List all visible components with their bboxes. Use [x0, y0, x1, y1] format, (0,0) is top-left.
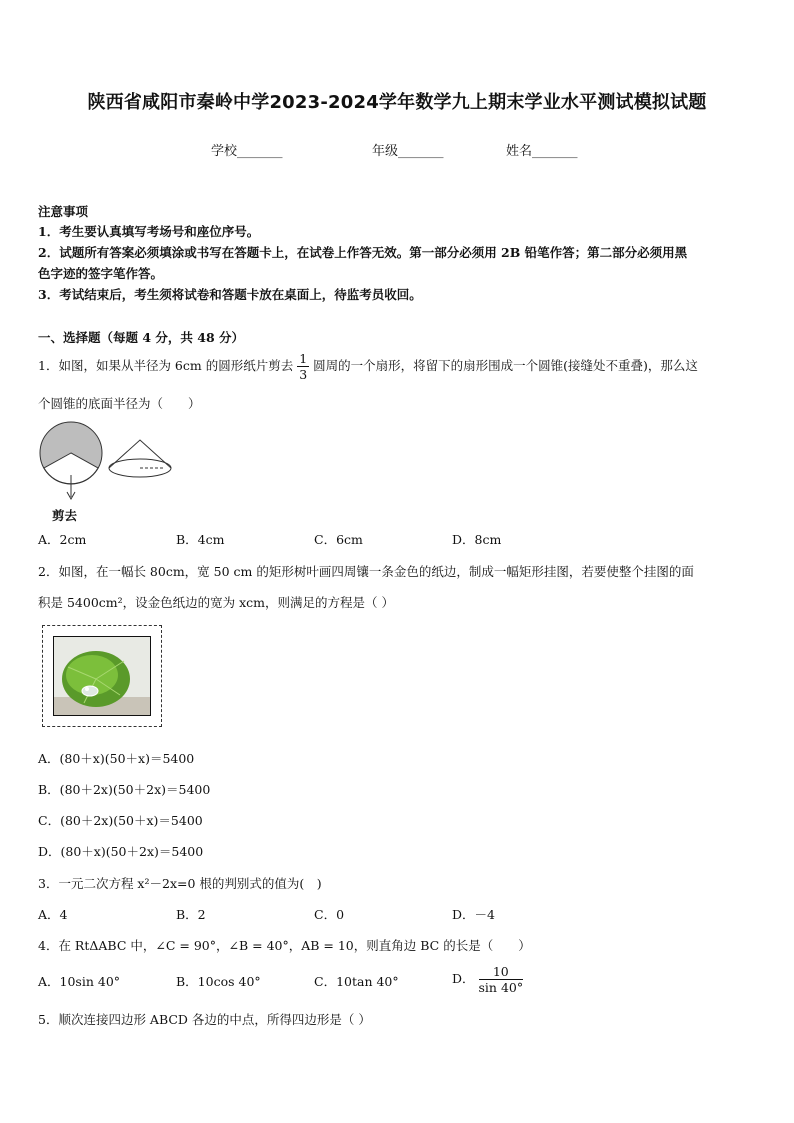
question-3-option-b: B．2	[176, 907, 206, 922]
question-1-option-b: B．4cm	[176, 532, 225, 547]
option-d-denominator: sin 40°	[478, 980, 524, 995]
question-4-option-b: B．10cos 40°	[176, 974, 261, 989]
notice-heading: 注意事项	[38, 204, 89, 219]
question-2-option-a: A．(80＋x)(50＋x)＝5400	[38, 751, 195, 766]
school-field: 学校_______	[211, 144, 283, 159]
circle-cone-figure	[36, 420, 176, 502]
question-2-option-c: C．(80＋2x)(50＋x)＝5400	[38, 813, 203, 828]
question-1-option-c: C．6cm	[314, 532, 363, 547]
page-title: 陕西省咸阳市秦岭中学2023-2024学年数学九上期末学业水平测试模拟试题	[87, 92, 707, 113]
question-5-stem: 5．顺次连接四边形 ABCD 各边的中点，所得四边形是（ ）	[38, 1012, 371, 1027]
question-4-option-a: A．10sin 40°	[38, 974, 121, 989]
question-1-stem	[38, 351, 698, 382]
option-d-numerator: 10	[479, 964, 524, 980]
leaf-image	[54, 637, 150, 715]
notice-item-3: 3．考试结束后，考生须将试卷和答题卡放在桌面上，待监考员收回。	[38, 287, 422, 302]
question-4-option-d	[452, 964, 523, 995]
question-1-text-a: 1．如图，如果从半径为 6cm 的圆形纸片剪去	[38, 358, 294, 373]
question-3-option-d: D．－4	[452, 907, 495, 922]
option-d-fraction	[479, 964, 524, 995]
name-field: 姓名_______	[506, 144, 578, 159]
question-3-option-a: A．4	[38, 907, 68, 922]
question-1-option-d: D．8cm	[452, 532, 502, 547]
cut-label: 剪去	[52, 508, 78, 523]
question-4-stem: 4．在 RtΔABC 中，∠C = 90°，∠B = 40°，AB = 10，则直角边 BC 的长是（ ）	[38, 938, 531, 953]
section-heading: 一、选择题（每题 4 分，共 48 分）	[38, 330, 245, 345]
question-2-option-d: D．(80＋x)(50＋2x)＝5400	[38, 844, 204, 859]
notice-item-1: 1．考生要认真填写考场号和座位序号。	[38, 224, 260, 239]
fraction-numerator: 1	[299, 351, 308, 366]
leaf-picture	[53, 636, 151, 716]
option-d-label: D．	[452, 971, 475, 986]
notice-item-2-cont: 色字迹的签字笔作答。	[38, 266, 164, 281]
question-1-text-b: 圆周的一个扇形，将留下的扇形围成一个圆锥(接缝处不重叠)，那么这	[313, 358, 698, 373]
question-1-line2: 个圆锥的底面半径为（ ）	[38, 396, 201, 411]
grade-field: 年级_______	[372, 144, 444, 159]
question-2-line2: 积是 5400cm²，设金色纸边的宽为 xcm，则满足的方程是（ ）	[38, 595, 395, 610]
question-2-option-b: B．(80＋2x)(50＋2x)＝5400	[38, 782, 211, 797]
notice-item-2: 2．试题所有答案必须填涂或书写在答题卡上，在试卷上作答无效。第一部分必须用 2B 铅笔作答；第二部分必须用黑	[38, 245, 688, 260]
question-2-line1: 2．如图，在一幅长 80cm，宽 50 cm 的矩形树叶画四周镶一条金色的纸边，制成一幅矩形挂图，若要使整个挂图的面	[38, 564, 694, 579]
fraction-one-third	[297, 351, 309, 382]
question-3-stem: 3．一元二次方程 x²－2x=0 根的判别式的值为( )	[38, 876, 322, 891]
fraction-denominator: 3	[299, 367, 308, 382]
question-4-option-c: C．10tan 40°	[314, 974, 399, 989]
question-1-option-a: A．2cm	[38, 532, 87, 547]
cone-sides	[109, 440, 171, 468]
leaf-picture-frame	[42, 625, 162, 727]
question-3-option-c: C．0	[314, 907, 345, 922]
